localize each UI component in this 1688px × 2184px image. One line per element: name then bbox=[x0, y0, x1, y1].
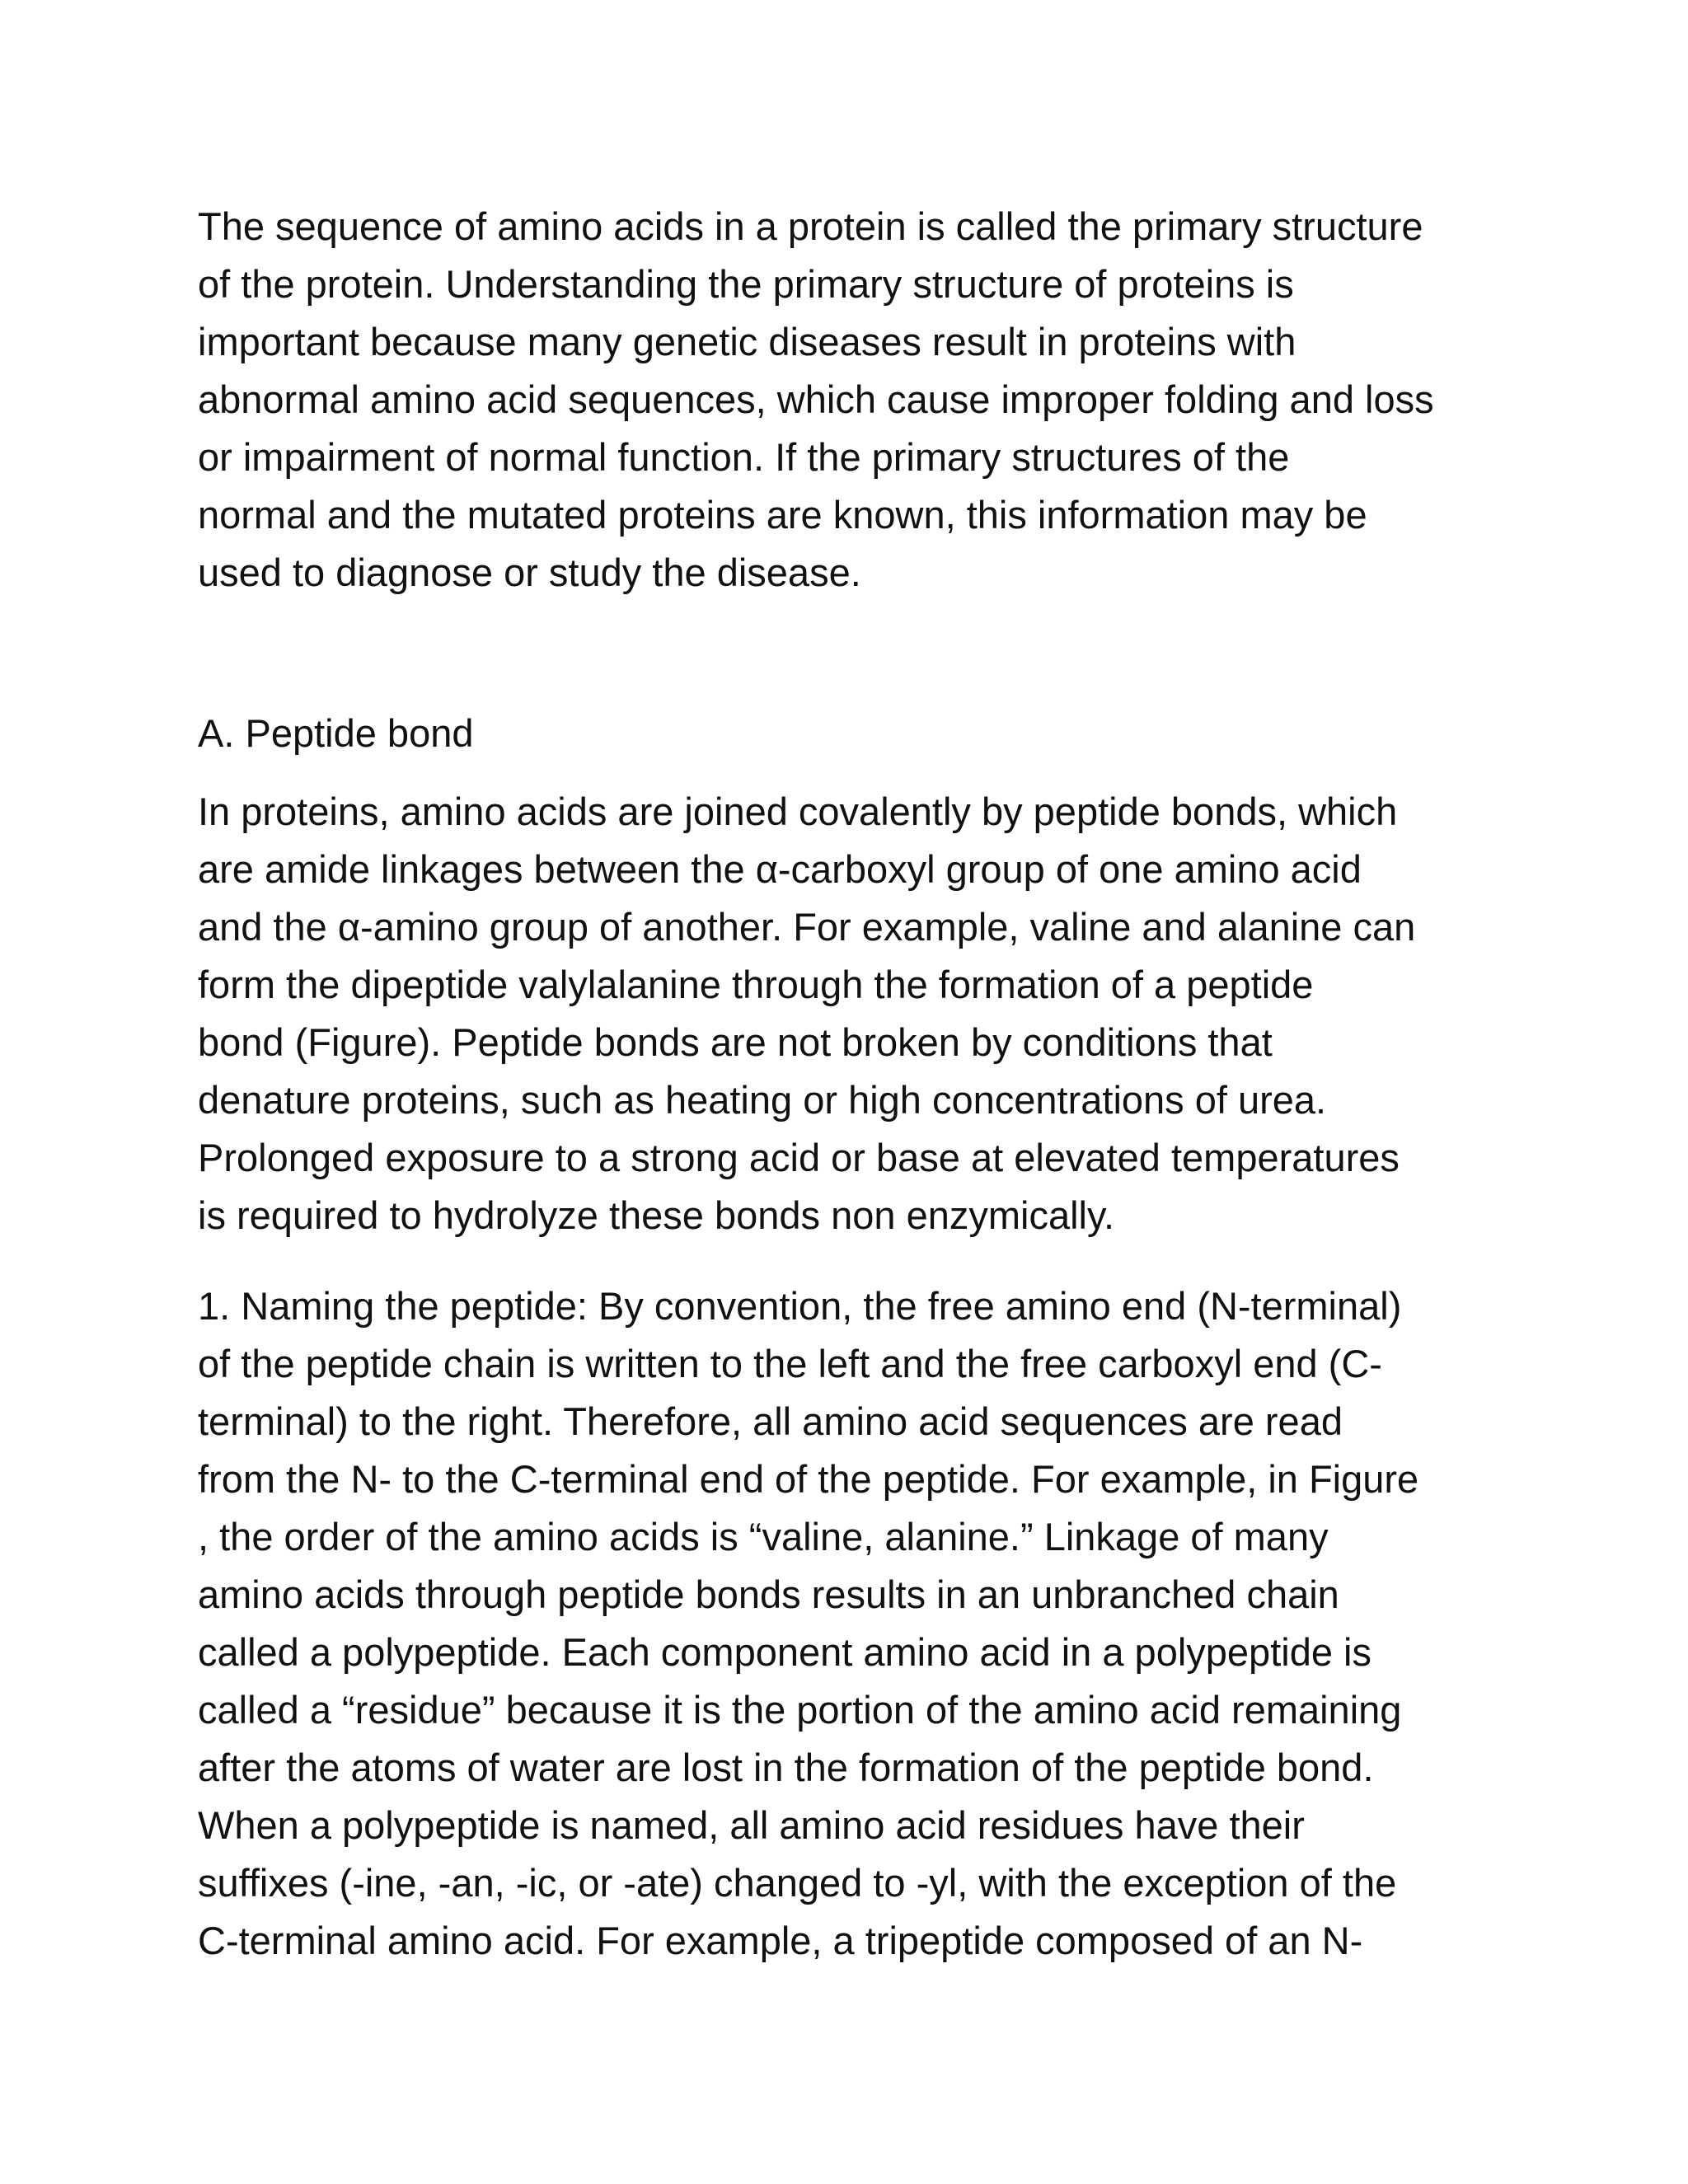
text-line: of the peptide chain is written to the left and the free carboxyl end (C- bbox=[198, 1342, 1382, 1385]
text-line: are amide linkages between the α-carboxyl group of one amino acid bbox=[198, 847, 1362, 891]
naming-peptide-paragraph bbox=[198, 1277, 1500, 1970]
text-line: of the protein. Understanding the primary structure of proteins is bbox=[198, 262, 1294, 306]
text-line: form the dipeptide valylalanine through the formation of a peptide bbox=[198, 963, 1314, 1006]
text-line: normal and the mutated proteins are known, this information may be bbox=[198, 493, 1367, 537]
text-line: or impairment of normal function. If the primary structures of the bbox=[198, 435, 1290, 479]
intro-paragraph bbox=[198, 198, 1500, 602]
section-heading bbox=[198, 705, 1500, 762]
text-line: abnormal amino acid sequences, which cause improper folding and loss bbox=[198, 377, 1434, 421]
text-line: bond (Figure). Peptide bonds are not broken by conditions that bbox=[198, 1020, 1273, 1064]
text-line: is required to hydrolyze these bonds non enzymically. bbox=[198, 1193, 1115, 1237]
text-line: important because many genetic diseases result in proteins with bbox=[198, 320, 1296, 363]
text-line: , the order of the amino acids is “valine, alanine.” Linkage of many bbox=[198, 1515, 1329, 1558]
text-line: denature proteins, such as heating or high concentrations of urea. bbox=[198, 1078, 1327, 1122]
text-line: amino acids through peptide bonds results in an unbranched chain bbox=[198, 1572, 1339, 1616]
text-line: called a “residue” because it is the portion of the amino acid remaining bbox=[198, 1688, 1402, 1732]
section-heading-text: A. Peptide bond bbox=[198, 711, 474, 755]
text-line: called a polypeptide. Each component amino acid in a polypeptide is bbox=[198, 1630, 1372, 1674]
text-line: When a polypeptide is named, all amino acid residues have their bbox=[198, 1803, 1305, 1847]
text-line: and the α-amino group of another. For example, valine and alanine can bbox=[198, 905, 1416, 949]
text-line: terminal) to the right. Therefore, all amino acid sequences are read bbox=[198, 1399, 1343, 1443]
peptide-bond-paragraph bbox=[198, 783, 1500, 1244]
text-line: after the atoms of water are lost in the formation of the peptide bond. bbox=[198, 1746, 1374, 1789]
text-line: The sequence of amino acids in a protein is called the primary structure bbox=[198, 204, 1423, 248]
text-line: 1. Naming the peptide: By convention, the free amino end (N-terminal) bbox=[198, 1284, 1402, 1328]
text-line: suffixes (-ine, -an, -ic, or -ate) changed to -yl, with the exception of the bbox=[198, 1861, 1397, 1905]
text-line: from the N- to the C-terminal end of the peptide. For example, in Figure bbox=[198, 1457, 1419, 1501]
text-line: Prolonged exposure to a strong acid or base at elevated temperatures bbox=[198, 1136, 1400, 1179]
text-line: C-terminal amino acid. For example, a tripeptide composed of an N- bbox=[198, 1919, 1363, 1962]
text-line: used to diagnose or study the disease. bbox=[198, 551, 861, 594]
text-line: In proteins, amino acids are joined covalently by peptide bonds, which bbox=[198, 790, 1398, 833]
